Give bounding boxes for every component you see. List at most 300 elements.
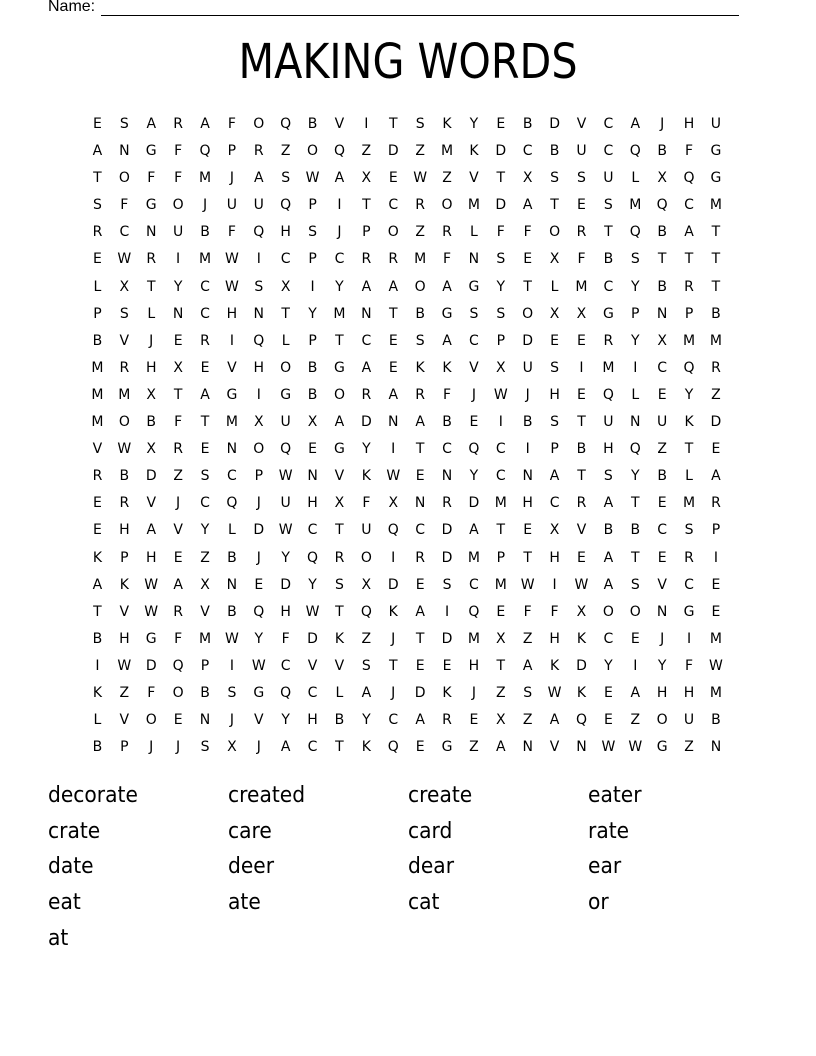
grid-letter[interactable]: F bbox=[174, 170, 183, 187]
grid-letter[interactable]: Q bbox=[656, 197, 668, 214]
grid-letter[interactable]: P bbox=[684, 305, 694, 322]
grid-letter[interactable]: A bbox=[442, 332, 452, 349]
grid-letter[interactable]: M bbox=[709, 332, 722, 349]
grid-letter[interactable]: D bbox=[145, 468, 157, 485]
grid-letter[interactable]: A bbox=[200, 116, 210, 132]
grid-letter[interactable]: R bbox=[388, 251, 399, 268]
grid-letter[interactable]: V bbox=[200, 603, 210, 620]
grid-letter[interactable]: Y bbox=[308, 305, 317, 322]
grid-letter[interactable]: T bbox=[335, 332, 344, 349]
grid-letter[interactable]: L bbox=[147, 305, 156, 322]
grid-letter[interactable]: J bbox=[149, 332, 154, 349]
grid-letter[interactable]: T bbox=[684, 251, 694, 268]
grid-letter[interactable]: C bbox=[684, 197, 694, 214]
grid-letter[interactable]: V bbox=[254, 712, 264, 729]
grid-letter[interactable]: Q bbox=[253, 603, 265, 620]
grid-letter[interactable]: Q bbox=[602, 386, 614, 403]
grid-letter[interactable]: T bbox=[362, 197, 371, 214]
grid-letter[interactable]: J bbox=[391, 630, 396, 647]
grid-letter[interactable]: X bbox=[657, 170, 667, 187]
grid-letter[interactable]: M bbox=[602, 359, 615, 376]
grid-letter[interactable]: Q bbox=[280, 441, 292, 458]
grid-letter[interactable]: A bbox=[361, 684, 372, 701]
grid-letter[interactable]: L bbox=[631, 386, 640, 403]
grid-letter[interactable]: F bbox=[147, 684, 156, 701]
grid-letter[interactable]: T bbox=[496, 657, 506, 674]
grid-letter[interactable]: H bbox=[226, 305, 238, 322]
grid-letter[interactable]: W bbox=[251, 657, 266, 674]
grid-letter[interactable]: A bbox=[415, 712, 425, 729]
grid-letter[interactable]: X bbox=[361, 576, 372, 593]
grid-letter[interactable]: H bbox=[656, 684, 668, 701]
grid-letter[interactable]: G bbox=[145, 197, 157, 214]
grid-letter[interactable]: B bbox=[576, 441, 587, 458]
grid-letter[interactable]: Y bbox=[469, 468, 479, 485]
grid-letter[interactable]: E bbox=[577, 386, 586, 403]
grid-letter[interactable]: R bbox=[361, 251, 372, 268]
grid-letter[interactable]: N bbox=[522, 739, 533, 756]
grid-letter[interactable]: O bbox=[172, 684, 184, 701]
grid-letter[interactable]: F bbox=[523, 224, 532, 241]
grid-letter[interactable]: C bbox=[684, 576, 694, 593]
grid-letter[interactable]: I bbox=[525, 441, 530, 458]
grid-letter[interactable]: S bbox=[281, 170, 291, 187]
grid-letter[interactable]: E bbox=[711, 576, 721, 593]
grid-letter[interactable]: A bbox=[200, 386, 210, 403]
grid-letter[interactable]: Y bbox=[362, 441, 371, 458]
grid-letter[interactable]: A bbox=[684, 224, 694, 241]
grid-letter[interactable]: F bbox=[147, 170, 156, 187]
grid-letter[interactable]: H bbox=[603, 441, 614, 458]
grid-letter[interactable]: Q bbox=[629, 441, 641, 458]
grid-letter[interactable]: T bbox=[496, 170, 506, 187]
grid-letter[interactable]: Z bbox=[496, 684, 506, 701]
grid-letter[interactable]: W bbox=[278, 522, 293, 539]
grid-letter[interactable]: Y bbox=[630, 278, 640, 295]
grid-letter[interactable]: S bbox=[119, 305, 129, 322]
grid-letter[interactable]: G bbox=[145, 143, 157, 160]
grid-letter[interactable]: C bbox=[200, 305, 210, 322]
grid-letter[interactable]: L bbox=[93, 712, 102, 729]
grid-letter[interactable]: W bbox=[144, 576, 159, 593]
grid-letter[interactable]: H bbox=[253, 359, 265, 376]
grid-letter[interactable]: N bbox=[119, 143, 130, 160]
grid-letter[interactable]: T bbox=[711, 278, 721, 295]
grid-letter[interactable]: A bbox=[522, 657, 533, 674]
grid-letter[interactable]: S bbox=[361, 657, 371, 674]
grid-letter[interactable]: E bbox=[93, 116, 102, 132]
grid-letter[interactable]: F bbox=[362, 495, 371, 512]
grid-letter[interactable]: E bbox=[173, 332, 183, 349]
grid-letter[interactable]: E bbox=[577, 332, 586, 349]
grid-letter[interactable]: E bbox=[388, 332, 398, 349]
grid-letter[interactable]: K bbox=[361, 468, 371, 485]
grid-letter[interactable]: L bbox=[631, 170, 640, 187]
grid-letter[interactable]: W bbox=[386, 468, 401, 485]
grid-letter[interactable]: H bbox=[468, 657, 480, 674]
grid-letter[interactable]: Z bbox=[280, 143, 291, 160]
grid-letter[interactable]: A bbox=[173, 576, 183, 593]
grid-letter[interactable]: Q bbox=[575, 712, 587, 729]
grid-letter[interactable]: V bbox=[119, 603, 130, 620]
grid-letter[interactable]: W bbox=[413, 170, 428, 187]
grid-letter[interactable]: T bbox=[200, 414, 210, 431]
grid-letter[interactable]: N bbox=[388, 414, 399, 431]
grid-letter[interactable]: P bbox=[550, 441, 559, 458]
grid-letter[interactable]: E bbox=[415, 576, 425, 593]
grid-letter[interactable]: L bbox=[550, 278, 559, 295]
grid-letter[interactable]: I bbox=[95, 657, 100, 674]
grid-letter[interactable]: N bbox=[710, 739, 722, 756]
grid-letter[interactable]: E bbox=[388, 359, 398, 376]
grid-letter[interactable]: O bbox=[549, 224, 561, 241]
grid-letter[interactable]: O bbox=[280, 359, 292, 376]
grid-letter[interactable]: C bbox=[549, 495, 560, 512]
grid-letter[interactable]: Y bbox=[362, 712, 371, 729]
grid-letter[interactable]: R bbox=[415, 386, 425, 403]
grid-letter[interactable]: F bbox=[685, 143, 694, 160]
grid-letter[interactable]: L bbox=[281, 332, 290, 349]
grid-letter[interactable]: M bbox=[709, 684, 722, 701]
grid-letter[interactable]: O bbox=[656, 712, 668, 729]
grid-letter[interactable]: C bbox=[469, 576, 479, 593]
grid-letter[interactable]: Q bbox=[226, 495, 238, 512]
grid-letter[interactable]: I bbox=[256, 386, 261, 403]
grid-letter[interactable]: B bbox=[92, 739, 103, 756]
grid-letter[interactable]: H bbox=[119, 522, 130, 539]
grid-letter[interactable]: J bbox=[660, 116, 665, 132]
grid-letter[interactable]: V bbox=[334, 468, 345, 485]
grid-letter[interactable]: K bbox=[576, 684, 587, 701]
grid-letter[interactable]: T bbox=[93, 170, 102, 187]
grid-letter[interactable]: B bbox=[415, 305, 425, 322]
grid-letter[interactable]: R bbox=[684, 278, 694, 295]
grid-letter[interactable]: F bbox=[442, 386, 452, 403]
grid-letter[interactable]: I bbox=[633, 359, 638, 376]
grid-letter[interactable]: E bbox=[415, 657, 425, 674]
grid-letter[interactable]: H bbox=[549, 386, 560, 403]
grid-letter[interactable]: K bbox=[549, 657, 560, 674]
grid-letter[interactable]: F bbox=[550, 603, 559, 620]
grid-letter[interactable]: L bbox=[93, 278, 102, 295]
grid-letter[interactable]: B bbox=[334, 712, 345, 729]
grid-letter[interactable]: V bbox=[119, 332, 130, 349]
grid-letter[interactable]: E bbox=[254, 576, 264, 593]
grid-letter[interactable]: N bbox=[441, 468, 453, 485]
grid-letter[interactable]: U bbox=[603, 170, 614, 187]
grid-letter[interactable]: Z bbox=[442, 170, 452, 187]
grid-letter[interactable]: M bbox=[467, 197, 480, 214]
grid-letter[interactable]: M bbox=[118, 386, 131, 403]
grid-letter[interactable]: Y bbox=[496, 278, 506, 295]
grid-letter[interactable]: V bbox=[549, 739, 560, 756]
grid-letter[interactable]: P bbox=[227, 143, 237, 160]
grid-letter[interactable]: O bbox=[629, 603, 641, 620]
grid-letter[interactable]: N bbox=[145, 224, 157, 241]
grid-letter[interactable]: R bbox=[415, 549, 425, 566]
grid-letter[interactable]: T bbox=[496, 522, 506, 539]
grid-letter[interactable]: Q bbox=[683, 170, 695, 187]
grid-letter[interactable]: O bbox=[441, 197, 453, 214]
grid-letter[interactable]: P bbox=[496, 332, 506, 349]
grid-letter[interactable]: X bbox=[200, 576, 210, 593]
name-field[interactable] bbox=[48, 0, 739, 16]
grid-letter[interactable]: E bbox=[657, 495, 667, 512]
grid-letter[interactable]: Q bbox=[333, 143, 345, 160]
grid-letter[interactable]: P bbox=[496, 549, 506, 566]
grid-letter[interactable]: R bbox=[173, 441, 183, 458]
grid-letter[interactable]: V bbox=[119, 712, 130, 729]
grid-letter[interactable]: Z bbox=[522, 712, 533, 729]
grid-letter[interactable]: X bbox=[549, 522, 560, 539]
grid-letter[interactable]: Q bbox=[280, 197, 292, 214]
grid-letter[interactable]: B bbox=[92, 630, 103, 647]
grid-letter[interactable]: T bbox=[577, 468, 586, 485]
grid-letter[interactable]: G bbox=[683, 603, 695, 620]
grid-letter[interactable]: N bbox=[522, 468, 533, 485]
grid-letter[interactable]: X bbox=[307, 414, 318, 431]
grid-letter[interactable]: Y bbox=[200, 522, 210, 539]
grid-letter[interactable]: A bbox=[415, 414, 425, 431]
grid-letter[interactable]: S bbox=[119, 116, 129, 132]
grid-letter[interactable]: C bbox=[603, 630, 614, 647]
grid-letter[interactable]: D bbox=[549, 116, 560, 132]
grid-letter[interactable]: R bbox=[576, 495, 587, 512]
grid-letter[interactable]: W bbox=[628, 739, 643, 756]
grid-letter[interactable]: O bbox=[387, 224, 399, 241]
grid-letter[interactable]: C bbox=[522, 143, 533, 160]
grid-letter[interactable]: X bbox=[253, 414, 264, 431]
grid-letter[interactable]: I bbox=[229, 332, 234, 349]
grid-letter[interactable]: S bbox=[415, 332, 425, 349]
grid-letter[interactable]: Q bbox=[199, 143, 211, 160]
grid-letter[interactable]: A bbox=[630, 116, 641, 132]
grid-letter[interactable]: T bbox=[523, 549, 532, 566]
grid-letter[interactable]: N bbox=[226, 441, 238, 458]
grid-letter[interactable]: R bbox=[442, 495, 452, 512]
grid-letter[interactable]: B bbox=[146, 414, 157, 431]
grid-letter[interactable]: N bbox=[576, 739, 587, 756]
grid-letter[interactable]: E bbox=[200, 441, 210, 458]
grid-letter[interactable]: K bbox=[442, 116, 452, 132]
grid-letter[interactable]: R bbox=[711, 495, 721, 512]
grid-letter[interactable]: T bbox=[146, 278, 156, 295]
grid-letter[interactable]: M bbox=[198, 630, 212, 647]
grid-letter[interactable]: A bbox=[549, 468, 560, 485]
grid-letter[interactable]: C bbox=[280, 251, 291, 268]
grid-letter[interactable]: E bbox=[711, 441, 721, 458]
grid-letter[interactable]: M bbox=[440, 143, 454, 160]
grid-letter[interactable]: Z bbox=[361, 143, 372, 160]
grid-letter[interactable]: X bbox=[280, 278, 291, 295]
grid-letter[interactable]: D bbox=[441, 630, 453, 647]
grid-letter[interactable]: Q bbox=[387, 522, 399, 539]
grid-letter[interactable]: H bbox=[307, 712, 318, 729]
grid-letter[interactable]: P bbox=[120, 739, 129, 756]
grid-letter[interactable]: E bbox=[173, 549, 183, 566]
grid-letter[interactable]: R bbox=[200, 332, 210, 349]
grid-letter[interactable]: R bbox=[442, 712, 452, 729]
grid-letter[interactable]: Z bbox=[469, 739, 479, 756]
grid-letter[interactable]: U bbox=[253, 197, 264, 214]
grid-letter[interactable]: Q bbox=[629, 224, 641, 241]
grid-letter[interactable]: M bbox=[333, 305, 346, 322]
grid-letter[interactable]: A bbox=[603, 576, 614, 593]
grid-letter[interactable]: V bbox=[657, 576, 667, 593]
grid-letter[interactable]: K bbox=[334, 630, 345, 647]
grid-letter[interactable]: S bbox=[442, 576, 452, 593]
name-underline[interactable] bbox=[101, 1, 739, 16]
grid-letter[interactable]: B bbox=[119, 468, 130, 485]
grid-letter[interactable]: A bbox=[146, 116, 157, 132]
grid-letter[interactable]: A bbox=[92, 576, 103, 593]
grid-letter[interactable]: A bbox=[442, 278, 452, 295]
grid-letter[interactable]: K bbox=[361, 739, 371, 756]
grid-letter[interactable]: S bbox=[496, 251, 506, 268]
grid-letter[interactable]: W bbox=[117, 657, 132, 674]
grid-letter[interactable]: C bbox=[388, 712, 399, 729]
grid-letter[interactable]: P bbox=[362, 224, 371, 241]
grid-letter[interactable]: G bbox=[145, 630, 157, 647]
grid-letter[interactable]: E bbox=[200, 359, 210, 376]
grid-letter[interactable]: J bbox=[256, 549, 261, 566]
grid-letter[interactable]: Z bbox=[415, 143, 425, 160]
grid-letter[interactable]: D bbox=[441, 549, 453, 566]
grid-letter[interactable]: B bbox=[522, 116, 533, 132]
grid-letter[interactable]: E bbox=[657, 386, 667, 403]
grid-letter[interactable]: B bbox=[549, 143, 560, 160]
grid-letter[interactable]: C bbox=[657, 522, 668, 539]
grid-letter[interactable]: S bbox=[200, 739, 210, 756]
grid-letter[interactable]: I bbox=[176, 251, 181, 268]
grid-letter[interactable]: C bbox=[415, 522, 426, 539]
grid-letter[interactable]: K bbox=[469, 143, 479, 160]
grid-letter[interactable]: T bbox=[388, 116, 398, 132]
grid-letter[interactable]: K bbox=[684, 414, 694, 431]
grid-letter[interactable]: D bbox=[495, 197, 507, 214]
grid-letter[interactable]: Y bbox=[335, 278, 344, 295]
grid-letter[interactable]: P bbox=[93, 305, 102, 322]
grid-letter[interactable]: M bbox=[91, 359, 104, 376]
grid-letter[interactable]: V bbox=[307, 657, 318, 674]
grid-letter[interactable]: H bbox=[683, 116, 695, 132]
grid-letter[interactable]: U bbox=[522, 359, 533, 376]
grid-letter[interactable]: R bbox=[711, 359, 721, 376]
grid-letter[interactable]: X bbox=[549, 305, 560, 322]
grid-letter[interactable]: R bbox=[684, 549, 694, 566]
grid-letter[interactable]: G bbox=[441, 305, 453, 322]
grid-letter[interactable]: J bbox=[471, 684, 476, 701]
grid-letter[interactable]: Z bbox=[415, 224, 425, 241]
grid-letter[interactable]: D bbox=[441, 522, 453, 539]
grid-letter[interactable]: O bbox=[307, 143, 319, 160]
grid-letter[interactable]: C bbox=[307, 739, 318, 756]
grid-letter[interactable]: S bbox=[684, 522, 694, 539]
grid-letter[interactable]: V bbox=[227, 359, 237, 376]
grid-letter[interactable]: A bbox=[711, 468, 721, 485]
grid-letter[interactable]: M bbox=[225, 414, 238, 431]
grid-letter[interactable]: G bbox=[602, 305, 614, 322]
grid-letter[interactable]: L bbox=[470, 224, 478, 241]
grid-letter[interactable]: N bbox=[361, 305, 372, 322]
grid-letter[interactable]: R bbox=[603, 332, 614, 349]
grid-letter[interactable]: U bbox=[172, 224, 184, 241]
grid-letter[interactable]: R bbox=[119, 495, 130, 512]
grid-letter[interactable]: J bbox=[471, 386, 476, 403]
grid-letter[interactable]: Y bbox=[604, 657, 613, 674]
grid-letter[interactable]: C bbox=[227, 468, 237, 485]
grid-letter[interactable]: S bbox=[496, 305, 506, 322]
grid-letter[interactable]: H bbox=[145, 359, 157, 376]
grid-letter[interactable]: T bbox=[388, 657, 398, 674]
grid-letter[interactable]: V bbox=[334, 116, 345, 132]
grid-letter[interactable]: G bbox=[226, 386, 238, 403]
grid-letter[interactable]: G bbox=[441, 739, 453, 756]
grid-letter[interactable]: R bbox=[92, 224, 103, 241]
grid-letter[interactable]: N bbox=[199, 712, 211, 729]
grid-letter[interactable]: I bbox=[391, 441, 396, 458]
grid-letter[interactable]: Q bbox=[468, 603, 480, 620]
grid-letter[interactable]: Z bbox=[630, 712, 641, 729]
grid-letter[interactable]: U bbox=[361, 522, 372, 539]
grid-letter[interactable]: W bbox=[574, 576, 589, 593]
grid-letter[interactable]: Y bbox=[630, 468, 640, 485]
grid-letter[interactable]: F bbox=[174, 414, 183, 431]
grid-letter[interactable]: C bbox=[603, 116, 614, 132]
grid-letter[interactable]: C bbox=[307, 684, 318, 701]
grid-letter[interactable]: S bbox=[577, 170, 586, 187]
grid-letter[interactable]: W bbox=[520, 576, 535, 593]
grid-letter[interactable]: U bbox=[226, 197, 238, 214]
grid-letter[interactable]: X bbox=[334, 495, 345, 512]
grid-letter[interactable]: S bbox=[335, 576, 344, 593]
grid-letter[interactable]: Z bbox=[684, 739, 694, 756]
grid-letter[interactable]: B bbox=[522, 414, 533, 431]
grid-letter[interactable]: A bbox=[361, 278, 372, 295]
grid-letter[interactable]: E bbox=[657, 549, 667, 566]
grid-letter[interactable]: C bbox=[119, 224, 130, 241]
grid-letter[interactable]: D bbox=[307, 630, 318, 647]
grid-letter[interactable]: H bbox=[119, 630, 130, 647]
grid-letter[interactable]: Y bbox=[173, 278, 183, 295]
grid-letter[interactable]: V bbox=[173, 522, 183, 539]
grid-letter[interactable]: M bbox=[709, 630, 722, 647]
grid-letter[interactable]: Y bbox=[254, 630, 264, 647]
grid-letter[interactable]: E bbox=[469, 414, 479, 431]
grid-letter[interactable]: B bbox=[711, 712, 721, 729]
grid-letter[interactable]: K bbox=[388, 603, 398, 620]
grid-letter[interactable]: M bbox=[494, 576, 507, 593]
grid-letter[interactable]: T bbox=[630, 549, 640, 566]
grid-letter[interactable]: T bbox=[335, 522, 344, 539]
grid-letter[interactable]: B bbox=[657, 224, 667, 241]
grid-letter[interactable]: K bbox=[442, 359, 452, 376]
grid-letter[interactable]: R bbox=[146, 251, 157, 268]
grid-letter[interactable]: A bbox=[603, 495, 614, 512]
grid-letter[interactable]: S bbox=[603, 197, 613, 214]
grid-letter[interactable]: G bbox=[656, 739, 668, 756]
grid-letter[interactable]: A bbox=[522, 197, 533, 214]
grid-letter[interactable]: Z bbox=[200, 549, 210, 566]
grid-letter[interactable]: O bbox=[522, 305, 534, 322]
grid-letter[interactable]: S bbox=[523, 684, 533, 701]
grid-letter[interactable]: R bbox=[173, 116, 183, 132]
grid-letter[interactable]: S bbox=[630, 251, 640, 268]
grid-letter[interactable]: D bbox=[576, 657, 587, 674]
grid-letter[interactable]: Y bbox=[469, 116, 479, 132]
grid-letter[interactable]: R bbox=[253, 143, 264, 160]
grid-letter[interactable]: E bbox=[388, 170, 398, 187]
